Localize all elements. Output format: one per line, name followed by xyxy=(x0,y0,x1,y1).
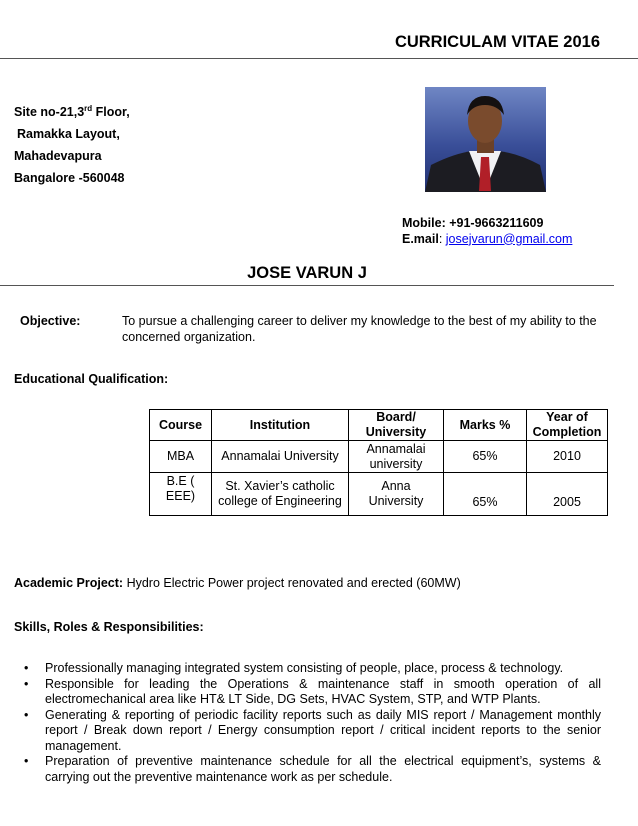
bullet-icon: • xyxy=(24,754,29,768)
list-item: • Responsible for leading the Operations & maintenance staff in smooth operation of all electromechanical area like HT& LT Side, DG Sets, HVAC System, STP, and WTP Plants. xyxy=(24,676,601,706)
contact-block xyxy=(402,216,572,247)
mobile-line: Mobile: +91-9663211609 xyxy=(402,216,544,230)
candidate-name: JOSE VARUN J xyxy=(247,264,367,282)
cv-title: CURRICULAM VITAE 2016 xyxy=(394,33,600,51)
table-cell: Annamalai university xyxy=(349,441,444,473)
table-cell: St. Xavier’s catholic college of Engineering xyxy=(212,473,349,516)
education-table xyxy=(149,409,608,516)
email-line: E.mail: josejvarun@gmail.com xyxy=(402,231,573,246)
name-divider xyxy=(0,285,614,286)
table-cell: 2010 xyxy=(527,441,608,473)
table-row xyxy=(150,473,608,516)
table-cell: 65% xyxy=(444,441,527,473)
header-board: Board/ University xyxy=(349,410,444,441)
bullet-icon: • xyxy=(24,707,29,722)
address-line-2: Ramakka Layout, xyxy=(17,127,120,142)
list-item: • Generating & reporting of periodic facility reports such as daily MIS report / Management monthly report / Break down report / Energy consumption report / critical incident reports to the senior management. xyxy=(24,707,601,753)
profile-photo xyxy=(425,87,546,192)
academic-project: Academic Project: Hydro Electric Power project renovated and erected (60MW) xyxy=(14,576,461,590)
table-row xyxy=(150,441,608,473)
table-cell: Annamalai University xyxy=(212,441,349,473)
header-divider xyxy=(0,58,638,59)
list-item: • Professionally managing integrated system consisting of people, place, process & technology. xyxy=(24,661,564,675)
address-block xyxy=(14,98,130,189)
table-cell: 65% xyxy=(444,473,527,516)
objective-label: Objective: xyxy=(20,314,81,328)
education-label: Educational Qualification: xyxy=(14,372,169,386)
address-line-1: Site no-21,3rd Floor, xyxy=(14,104,130,120)
header-year: Year of Completion xyxy=(527,410,608,441)
objective-text: To pursue a challenging career to deliver my knowledge to the best of my ability to the concerned organization. xyxy=(122,314,597,344)
table-cell: MBA xyxy=(150,441,212,473)
table-cell: B.E ( EEE) xyxy=(150,473,212,516)
header-marks: Marks % xyxy=(444,410,527,441)
bullet-icon: • xyxy=(24,676,29,691)
address-line-4: Bangalore -560048 xyxy=(14,171,125,186)
list-item: • Preparation of preventive maintenance schedule for all the electrical equipment’s, systems & carrying out the preventive maintenance work as per schedule. xyxy=(24,754,601,784)
skills-label: Skills, Roles & Responsibilities: xyxy=(14,620,204,634)
header-institution: Institution xyxy=(212,410,349,441)
address-line-3: Mahadevapura xyxy=(14,149,102,164)
table-cell: Anna University xyxy=(349,473,444,516)
bullet-icon: • xyxy=(24,661,29,675)
table-cell: 2005 xyxy=(527,473,608,516)
header-course: Course xyxy=(150,410,212,441)
academic-project-label: Academic Project xyxy=(14,576,119,590)
email-link[interactable]: josejvarun@gmail.com xyxy=(445,231,573,246)
skills-list xyxy=(24,661,601,785)
academic-project-text: Hydro Electric Power project renovated and erected (60MW) xyxy=(126,576,461,590)
table-header-row xyxy=(150,410,608,441)
